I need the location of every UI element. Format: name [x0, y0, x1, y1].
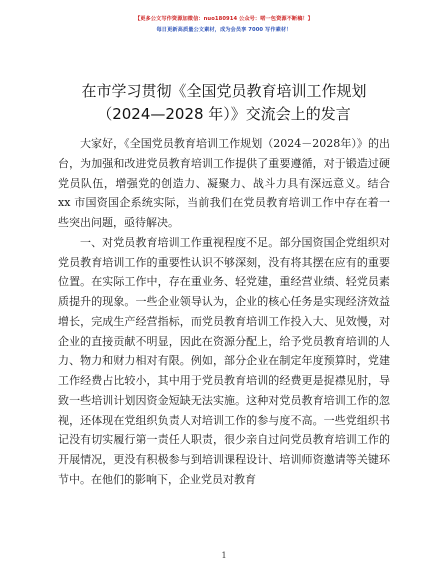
body-paragraph-intro: 大家好，《全国党员教育培训工作规划（2024－2028年）》的出台，为加强和改进党员教育培训工作提供了重要遵循，对于锻造过硬党员队伍，增强党的创造力、凝聚力、战斗力具有深远意义。结合 xx 市国资国企系统实际，当前我们在党员教育培训工作中存在着一些突出问题，亟待解决。	[58, 137, 390, 229]
document-title-line-1: 在市学习贯彻《全国党员教育培训工作规划	[81, 82, 367, 100]
document-body	[58, 134, 390, 490]
promo-banner-line-2: 每日更新高质量公文素材，成为会员享 7000 写作素材！	[156, 27, 292, 33]
body-paragraph-section-1: 一、对党员教育培训工作重视程度不足。部分国资国企党组织对党员教育培训工作的重要性认识不够深刻，没有将其摆在应有的重要位置。在实际工作中，存在重业务、轻党建，重经营业绩、轻党员素质提升的现象。一些企业领导认为，企业的核心任务是实现经济效益增长，完成生产经营指标，而党员教育培训工作投入大、见效慢，对企业的直接贡献不明显，因此在资源分配上，给予党员教育培训的人力、物力和财力相对有限。例如，部分企业在制定年度预算时，党建工作经费占比较小，其中用于党员教育培训的经费更是捉襟见肘，导致一些培训计划因资金短缺无法实施。这种对党员教育培训工作的忽视，还体现在党组织负责人对培训工作的参与度不高。一些党组织书记没有切实履行第一责任人职责，很少亲自过问党员教育培训工作的开展情况，更没有积极参与到培训课程设计、培训师资邀请等关键环节中。在他们的影响下，企业党员对教育	[58, 235, 390, 486]
promo-banner-line-1: 【更多公文写作资源加微信：nuo180914 公众号：喏一包资源不断稿！】	[134, 16, 314, 22]
document-title-line-2: （2024—2028 年）》交流会上的发言	[97, 105, 351, 123]
page-number: 1	[221, 551, 227, 560]
